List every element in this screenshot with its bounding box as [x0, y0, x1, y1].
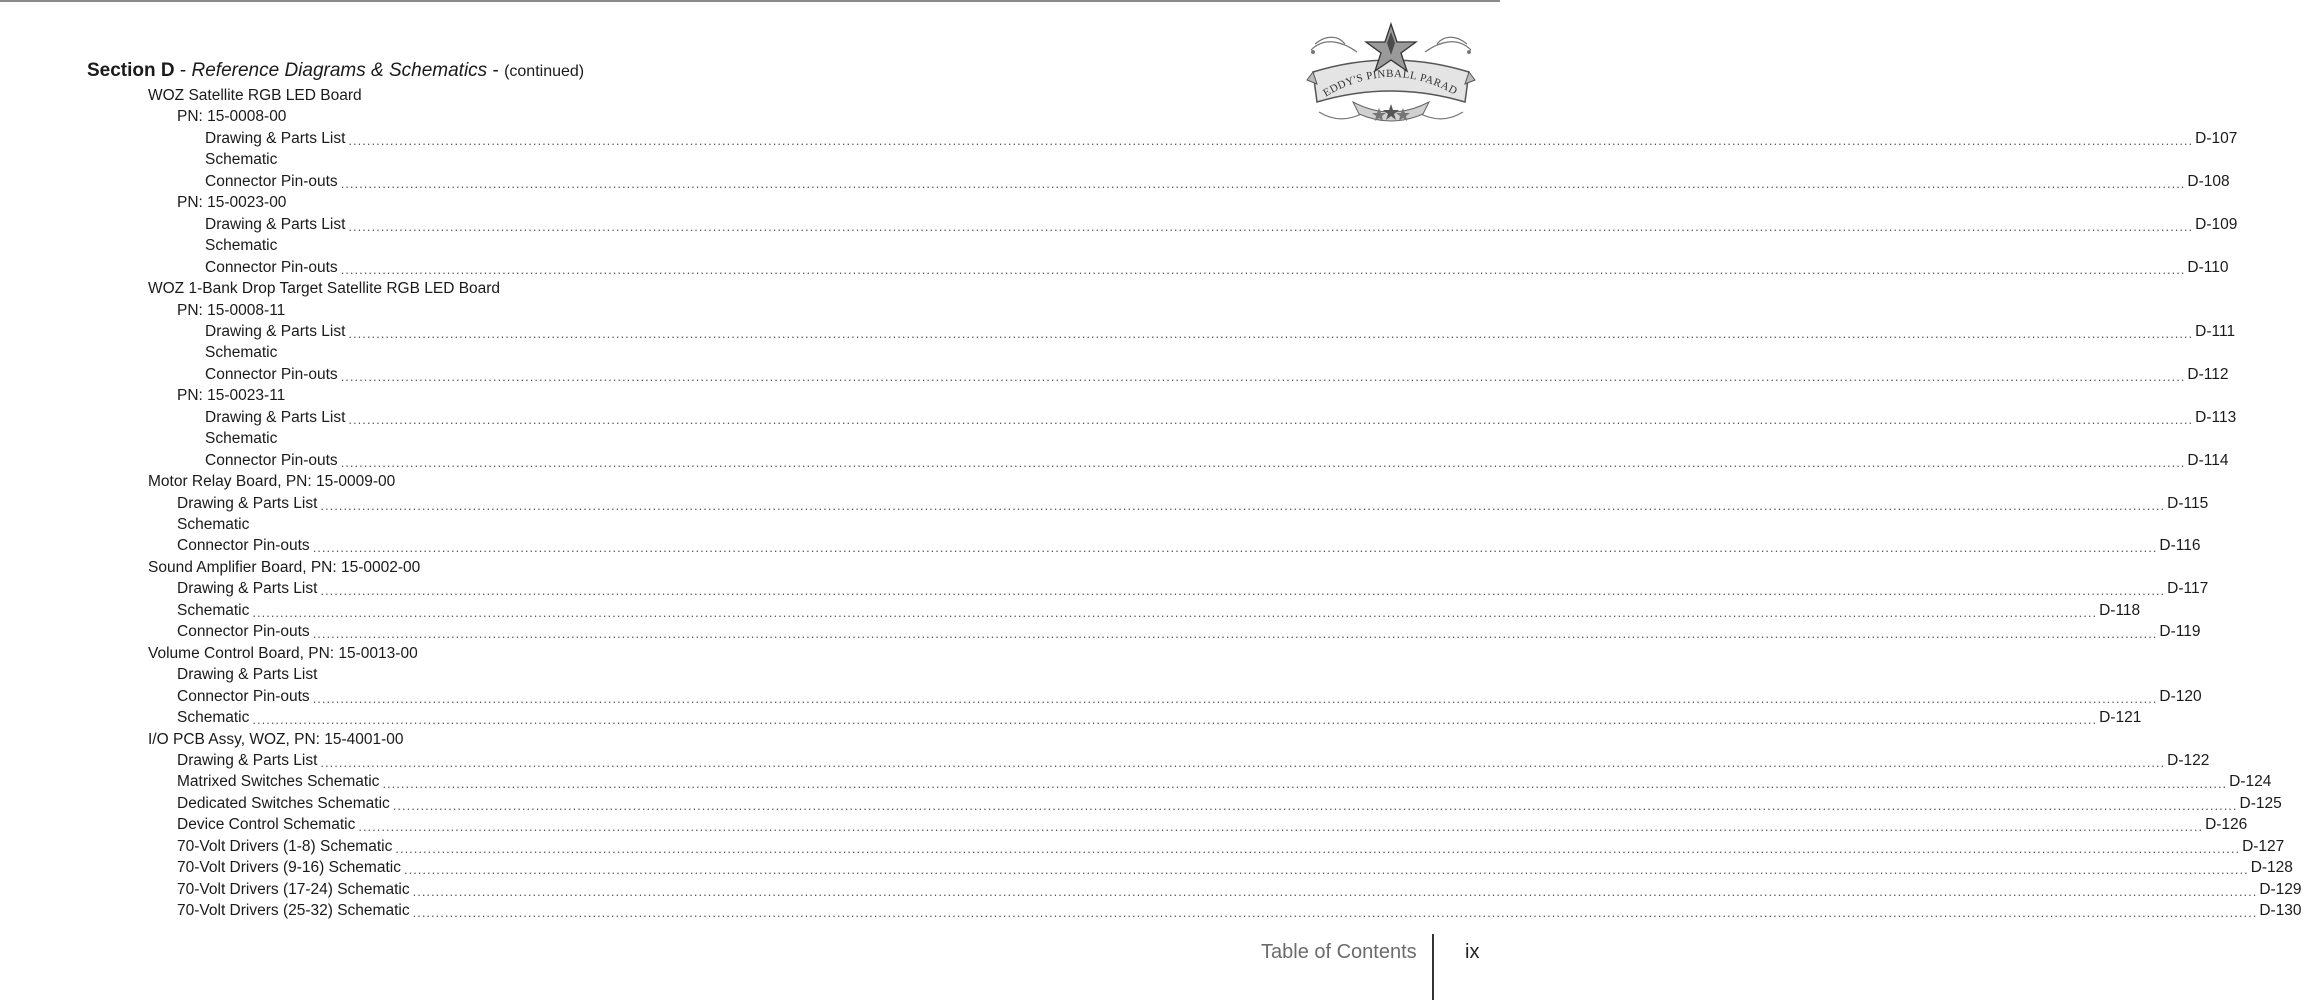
toc-entry[interactable]	[205, 427, 277, 448]
toc-entry[interactable]	[205, 449, 2229, 470]
toc-entry-label: Connector Pin-outs	[205, 365, 338, 383]
toc-entry-label: Sound Amplifier Board, PN: 15-0002-00	[148, 558, 421, 576]
toc-entry-label: Schematic	[177, 516, 250, 533]
toc-entry-label: Drawing & Parts List	[205, 215, 346, 233]
toc-entry[interactable]	[177, 599, 2141, 620]
toc-entry[interactable]	[205, 170, 2230, 191]
toc-entry[interactable]	[148, 470, 395, 491]
toc-entry-page: D-124	[2229, 773, 2272, 791]
footer-page-number: ix	[1465, 941, 1480, 963]
toc-entry-label: Drawing & Parts List	[177, 666, 318, 684]
toc-entry[interactable]	[177, 384, 285, 405]
toc-entry[interactable]	[177, 513, 249, 534]
toc-entry[interactable]	[177, 835, 2285, 856]
toc-entry-label: Drawing & Parts List	[205, 129, 346, 147]
toc-entry[interactable]	[177, 492, 2209, 513]
toc-entry-label: Drawing & Parts List	[177, 751, 318, 769]
dot-leader: ................................................................................................................................................................................................................................................................................................................................................................................................................	[312, 690, 2158, 706]
toc-entry-label: Schematic	[205, 151, 278, 169]
dot-leader: ................................................................................................................................................................................................................................................................................................................................................................................................................	[348, 411, 2194, 427]
toc-entry-label: Matrixed Switches Schematic	[177, 773, 380, 791]
toc-entry[interactable]	[177, 856, 2293, 878]
toc-entry[interactable]	[177, 577, 2209, 599]
dot-leader: ................................................................................................................................................................................................................................................................................................................................................................................................................	[403, 862, 2249, 878]
toc-entry[interactable]	[177, 749, 2210, 770]
dot-leader: ................................................................................................................................................................................................................................................................................................................................................................................................................	[340, 368, 2186, 384]
toc-entry-label: Volume Control Board, PN: 15-0013-00	[148, 644, 418, 662]
dot-leader: ................................................................................................................................................................................................................................................................................................................................................................................................................	[312, 540, 2158, 556]
toc-entry-label: Schematic	[205, 344, 278, 362]
freddys-pinball-paradise-logo	[1305, 22, 1477, 127]
toc-entry[interactable]	[177, 792, 2282, 813]
dot-leader: ................................................................................................................................................................................................................................................................................................................................................................................................................	[392, 797, 2238, 813]
dot-leader: ................................................................................................................................................................................................................................................................................................................................................................................................................	[320, 583, 2166, 599]
svg-text:FREDDY'S PINBALL PARADISE: EDDY'S PINBALL PARAD	[1321, 67, 1460, 100]
dot-leader: ................................................................................................................................................................................................................................................................................................................................................................................................................	[412, 905, 2258, 921]
toc-entry[interactable]	[148, 642, 418, 663]
toc-entry-label: Drawing & Parts List	[205, 322, 346, 340]
toc-entry[interactable]	[148, 728, 404, 749]
toc-entry-page: D-115	[2167, 494, 2209, 512]
toc-entry-page: D-121	[2099, 709, 2142, 727]
toc-entry[interactable]	[177, 899, 2302, 921]
toc-entry-page: D-125	[2239, 794, 2282, 812]
toc-entry-page: D-120	[2159, 687, 2202, 705]
toc-entry-label: Schematic	[177, 601, 250, 619]
dot-leader: ................................................................................................................................................................................................................................................................................................................................................................................................................	[312, 626, 2158, 642]
toc-entry[interactable]	[177, 770, 2272, 792]
toc-entry[interactable]	[177, 813, 2248, 835]
toc-entry[interactable]	[177, 878, 2302, 899]
toc-entry[interactable]	[205, 363, 2229, 384]
toc-entry-label: 70-Volt Drivers (25-32) Schematic	[177, 902, 410, 920]
dot-leader: ................................................................................................................................................................................................................................................................................................................................................................................................................	[320, 754, 2166, 770]
toc-entry-page: D-113	[2195, 408, 2237, 426]
toc-entry[interactable]	[205, 127, 2238, 148]
dot-leader: ................................................................................................................................................................................................................................................................................................................................................................................................................	[320, 497, 2166, 513]
toc-entry[interactable]	[205, 148, 277, 169]
toc-entry[interactable]	[177, 663, 317, 684]
footer-title: Table of Contents	[1261, 941, 1417, 963]
toc-entry-label: Schematic	[205, 430, 278, 448]
toc-entry[interactable]	[148, 84, 362, 105]
toc-entry[interactable]	[205, 406, 2237, 427]
section-label: Section D	[87, 60, 175, 81]
toc-entry-page: D-118	[2099, 601, 2141, 619]
toc-entry-page: D-107	[2195, 129, 2238, 147]
dot-leader: ................................................................................................................................................................................................................................................................................................................................................................................................................	[412, 883, 2258, 899]
dot-leader: ................................................................................................................................................................................................................................................................................................................................................................................................................	[252, 604, 2098, 620]
toc-entry[interactable]	[177, 685, 2202, 706]
toc-entry-label: Motor Relay Board, PN: 15-0009-00	[148, 473, 396, 491]
toc-entry[interactable]	[205, 256, 2229, 277]
dot-leader: ................................................................................................................................................................................................................................................................................................................................................................................................................	[348, 325, 2194, 341]
toc-entry-label: 70-Volt Drivers (1-8) Schematic	[177, 837, 393, 855]
toc-entry-label: 70-Volt Drivers (17-24) Schematic	[177, 880, 410, 898]
toc-entry-page: D-127	[2242, 837, 2285, 855]
dot-leader: ................................................................................................................................................................................................................................................................................................................................................................................................................	[348, 218, 2194, 234]
toc-entry[interactable]	[177, 191, 286, 212]
toc-entry-page: D-128	[2250, 859, 2293, 877]
toc-entry-label: I/O PCB Assy, WOZ, PN: 15-4001-00	[148, 730, 404, 748]
toc-entry-label: Connector Pin-outs	[205, 451, 338, 469]
toc-entry-page: D-117	[2167, 580, 2209, 598]
top-border-rule	[0, 0, 1500, 2]
toc-entry[interactable]	[177, 534, 2201, 556]
dot-leader: ................................................................................................................................................................................................................................................................................................................................................................................................................	[340, 261, 2186, 277]
section-continued: (continued)	[504, 63, 585, 80]
toc-entry-page: D-130	[2259, 902, 2302, 920]
toc-entry[interactable]	[148, 556, 420, 577]
toc-entry-label: Dedicated Switches Schematic	[177, 794, 390, 812]
toc-entry-label: Connector Pin-outs	[205, 258, 338, 276]
toc-entry[interactable]	[177, 620, 2201, 642]
toc-entry-page: D-109	[2195, 215, 2238, 233]
toc-entry-label: PN: 15-0023-00	[177, 194, 287, 212]
toc-entry-label: Drawing & Parts List	[177, 494, 318, 512]
toc-entry[interactable]	[205, 234, 277, 255]
toc-entry[interactable]	[205, 213, 2238, 234]
toc-entry-label: Connector Pin-outs	[205, 172, 338, 190]
toc-entry-page: D-112	[2187, 365, 2229, 383]
toc-entry[interactable]	[205, 341, 277, 362]
toc-entry-label: Connector Pin-outs	[177, 537, 310, 555]
dot-leader: ................................................................................................................................................................................................................................................................................................................................................................................................................	[382, 776, 2228, 792]
toc-entry-label: PN: 15-0008-00	[177, 108, 287, 126]
dot-leader: ................................................................................................................................................................................................................................................................................................................................................................................................................	[340, 454, 2186, 470]
toc-entry-label: Connector Pin-outs	[177, 687, 310, 705]
toc-entry[interactable]	[177, 299, 285, 320]
toc-entry-label: Device Control Schematic	[177, 816, 356, 834]
toc-entry-label: Connector Pin-outs	[177, 623, 310, 641]
section-separator: -	[174, 60, 192, 81]
toc-entry[interactable]	[148, 277, 500, 298]
toc-entry-page: D-122	[2167, 751, 2210, 769]
dot-leader: ................................................................................................................................................................................................................................................................................................................................................................................................................	[348, 132, 2194, 148]
toc-entry-page: D-110	[2187, 258, 2229, 276]
toc-entry-page: D-129	[2259, 880, 2302, 898]
toc-entry-label: PN: 15-0023-11	[177, 387, 286, 405]
toc-entry-label: PN: 15-0008-11	[177, 301, 286, 319]
dot-leader: ................................................................................................................................................................................................................................................................................................................................................................................................................	[252, 712, 2098, 728]
toc-entry-label: Schematic	[177, 709, 250, 727]
toc-entry-page: D-108	[2187, 172, 2230, 190]
toc-entry[interactable]	[205, 320, 2236, 341]
toc-entry-page: D-119	[2159, 623, 2201, 641]
section-heading	[87, 60, 584, 82]
toc-entry[interactable]	[177, 706, 2142, 728]
footer-divider	[1432, 934, 1434, 1000]
toc-entry[interactable]	[177, 105, 286, 126]
toc-entry-label: WOZ Satellite RGB LED Board	[148, 87, 362, 104]
toc-entry-page: D-114	[2187, 451, 2229, 469]
dot-leader: ................................................................................................................................................................................................................................................................................................................................................................................................................	[395, 840, 2241, 856]
dot-leader: ................................................................................................................................................................................................................................................................................................................................................................................................................	[358, 819, 2204, 835]
toc-entry-page: D-111	[2195, 322, 2236, 340]
toc-entry-label: Drawing & Parts List	[177, 580, 318, 598]
dot-leader: ................................................................................................................................................................................................................................................................................................................................................................................................................	[340, 175, 2186, 191]
section-separator-2: -	[487, 60, 505, 81]
toc-entry-label: WOZ 1-Bank Drop Target Satellite RGB LED Board	[148, 280, 501, 298]
toc-entry-page: D-126	[2205, 816, 2248, 834]
toc-entry-page: D-116	[2159, 537, 2201, 555]
star-emblem-icon	[1305, 22, 1477, 127]
section-title: Reference Diagrams & Schematics	[191, 60, 488, 81]
toc-entry-label: Schematic	[205, 237, 278, 255]
toc-entry-label: 70-Volt Drivers (9-16) Schematic	[177, 859, 401, 877]
toc-entry-label: Drawing & Parts List	[205, 408, 346, 426]
